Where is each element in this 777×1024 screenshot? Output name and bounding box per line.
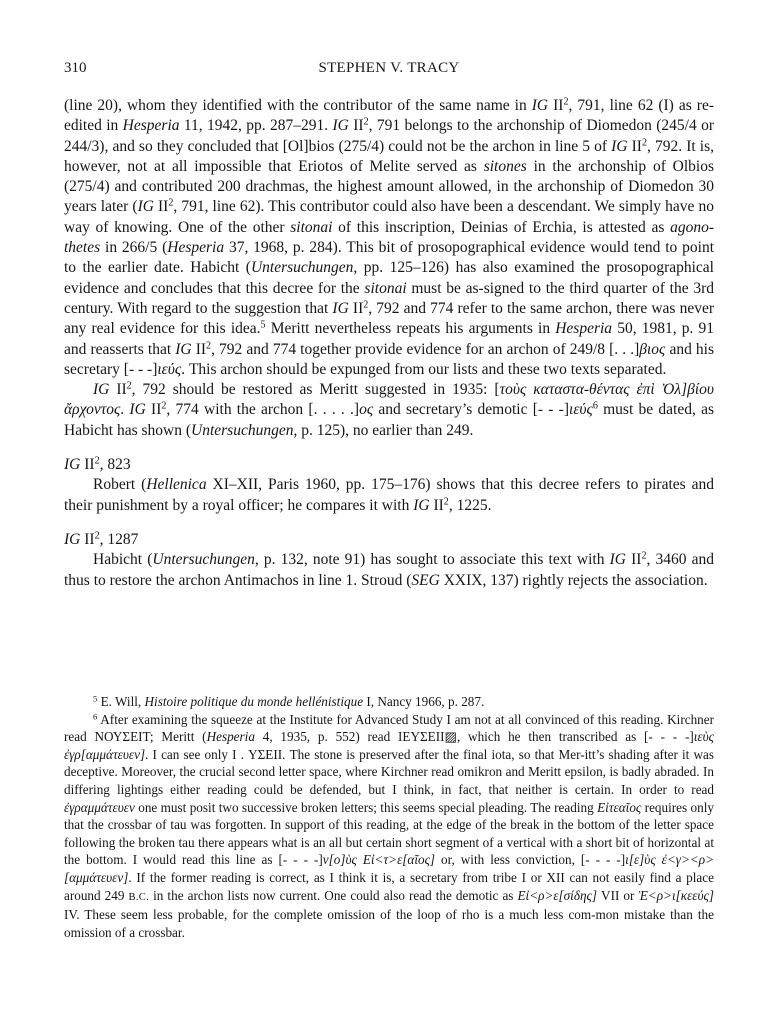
page-number: 310 xyxy=(64,60,87,76)
superscript: 2 xyxy=(126,380,132,392)
text-run: , 792 and 774 refer to the same archon, there was never any real evidence for this idea. xyxy=(64,299,715,338)
ig-ref: IG xyxy=(531,97,549,114)
text-run: , 1225. xyxy=(448,496,492,514)
text-run: After examining the squeeze at the Institute for Advanced Study I am not at all convinced of this reading. Kirchner read ΝΟΥΣΕΙΤ; Meritt ( xyxy=(64,711,714,745)
text-run xyxy=(655,381,662,398)
paragraph-2 xyxy=(64,380,714,441)
text-run: , p. 125), no earlier than 249. xyxy=(293,421,474,439)
ig-ref: IG xyxy=(64,530,81,548)
superscript: 2 xyxy=(363,116,369,128)
ig-ref: IG xyxy=(129,401,146,419)
text-run: of this inscription, Deinias of Erchia, is attested as xyxy=(332,218,671,236)
superscript: 2 xyxy=(94,455,100,467)
main-text xyxy=(64,96,714,591)
journal-title: Hesperia xyxy=(555,320,613,338)
ig-ref: IG xyxy=(332,299,349,317)
text-run: II xyxy=(429,496,444,514)
text-run: , 791 belongs to the archonship of Diomedon (245/4 or 244/3), and so they concluded that [Ol]bios (275/4) could not be the archon in line 5 of xyxy=(64,117,714,155)
text-run: II xyxy=(348,117,364,135)
text-run: , pp. 125–126) has also examined the prosopographical evidence and concludes that this decree for the xyxy=(64,259,714,297)
text-run: , 1287 xyxy=(99,530,139,548)
text-run: (line 20), whom they identified with the contributor of the same name in xyxy=(64,97,532,114)
ig-ref: IG xyxy=(64,456,81,474)
text-run: , 823 xyxy=(99,456,131,474)
text-run: I, Nancy 1966, p. 287. xyxy=(363,694,485,709)
footnote-marker[interactable]: 6 xyxy=(592,400,598,412)
term: agono-thetes xyxy=(64,218,714,257)
text-run: in the archon lists now current. One could also read the demotic as xyxy=(149,887,518,903)
text-run: , 774 with the archon [. . . . .] xyxy=(166,401,360,419)
text-run: must be as-signed to the third quarter of the 3rd century. With regard to the suggestion that xyxy=(64,279,714,317)
superscript: 2 xyxy=(641,137,647,149)
greek-text: Ἐ<ρ>ι[κεεύς] xyxy=(638,887,714,903)
ig-ref: IG xyxy=(93,381,110,399)
text-run: XXIX, 137) rightly rejects the association. xyxy=(439,571,708,589)
footnote-marker[interactable]: 5 xyxy=(260,319,266,331)
paragraph-1 xyxy=(64,96,714,380)
text-run: , 792 and 774 together provide evidence for an archon of 249/8 [. . .] xyxy=(211,340,640,358)
text-run: Robert ( xyxy=(93,476,147,494)
superscript: 2 xyxy=(161,400,167,412)
section-heading-1287 xyxy=(64,530,714,550)
text-run: Meritt nevertheless repeats his arguments in xyxy=(265,320,556,338)
greek-text: Εἰ<ρ>ε[σίδης] xyxy=(517,887,597,903)
term: sitonai xyxy=(290,218,333,236)
text-run: II xyxy=(109,381,127,399)
book-title: Histoire politique du monde hellénistique xyxy=(144,694,364,709)
journal-title: Hesperia xyxy=(122,117,180,135)
text-run: II xyxy=(80,456,95,474)
text-run: , p. 132, note 91) has sought to associate this text with xyxy=(254,551,610,569)
superscript: 2 xyxy=(641,550,647,562)
text-run: 37, 1968, p. 284). This bit of prosopographical evidence would tend to point to the earlier date. Habicht ( xyxy=(64,239,715,277)
ig-ref: IG xyxy=(332,117,349,135)
text-run: E. Will, xyxy=(97,694,145,709)
text-run: Habicht ( xyxy=(93,551,153,569)
ig-ref: IG xyxy=(413,496,430,514)
text-run: . This archon should be expunged from our lists and these two texts separated. xyxy=(181,360,667,378)
greek-text: ν[ο]ὺς Εἰ<τ>ε[αῖος] xyxy=(322,852,436,868)
ig-ref: IG xyxy=(137,198,154,216)
text-run: II xyxy=(348,299,364,317)
text-run: must be dated, as Habicht has shown ( xyxy=(64,401,714,439)
text-run: , 792 should be restored as Meritt suggested in 1935: [ xyxy=(131,381,500,399)
journal-title: SEG xyxy=(411,571,440,589)
text-run: 50, 1981, p. 91 and reasserts that xyxy=(64,320,714,358)
superscript: 2 xyxy=(363,299,369,311)
text-run: . I can see only I . ΥΣΕΙΙ. The stone is preserved after the final iota, so that Mer-itt’s shading after it was deceptive. Moreover, the crucial second letter space, where Kirchner read omikron and Meritt epsilon, is badly abraded. In differing lightings either reading could be defended, but I think, in fact, that neither is certain. In order to read xyxy=(64,746,714,797)
greek-text: ιεὺς ἐγρ[αμμάτευεν] xyxy=(64,729,714,762)
term: sitonai xyxy=(364,279,407,297)
text-run: VII or xyxy=(597,887,639,903)
book-title: Untersuchungen xyxy=(152,551,255,569)
era-abbreviation: B.C. xyxy=(128,891,150,903)
term: sitones xyxy=(483,157,527,175)
greek-text: βιος xyxy=(639,340,666,358)
footnote-6 xyxy=(64,711,714,942)
ig-ref: IG xyxy=(609,551,626,569)
ig-ref: IG xyxy=(611,137,628,155)
text-run: II xyxy=(548,97,564,114)
journal-title: Hesperia xyxy=(167,239,225,257)
running-head: STEPHEN V. TRACY xyxy=(318,60,460,76)
greek-text: ἐγραμμάτευεν xyxy=(64,799,135,815)
text-run: in the archonship of Olbios (275/4) and contributed 200 drachmas, the highest amount allowed, in the archonship of Diomedon 30 years later ( xyxy=(64,157,714,216)
text-run: , 792. It is, however, not at all impossible that Eriotos of Melite served as xyxy=(64,137,715,175)
text-run: . xyxy=(120,401,130,419)
text-run: II xyxy=(625,551,642,569)
text-run: XI–XII, Paris 1960, pp. 175–176) shows that this decree refers to pirates and their punishment by a royal officer; he compares it with xyxy=(64,476,714,514)
text-run: or, with less conviction, [- - - -] xyxy=(435,852,626,868)
greek-text: ιεύς xyxy=(157,360,182,378)
text-run: II xyxy=(153,198,169,216)
text-run: II xyxy=(191,340,207,358)
superscript: 2 xyxy=(168,197,174,209)
superscript: 2 xyxy=(206,340,212,352)
footnote-number: 6 xyxy=(93,710,98,721)
book-title: Untersuchungen xyxy=(191,421,294,439)
book-title: Untersuchungen xyxy=(250,259,354,277)
paragraph-3 xyxy=(64,475,714,516)
greek-text: Ὀλ]βίου ἄρχοντος xyxy=(64,381,715,419)
superscript: 2 xyxy=(443,496,449,508)
text-run: in 266/5 ( xyxy=(100,239,168,257)
text-run: requires only that the crossbar of tau was forgotten. In support of this reading, at the edge of the break in the bottom of the letter space following the broken tau there appears what is an all but certain short segment of a vertical with a short bit of horizontal at the bottom. I would read this line as [- - - -] xyxy=(64,799,714,868)
text-run: , 791, line 62 (I) as re-edited in xyxy=(64,97,714,135)
greek-text: τοὺς καταστα-θέντας ἐπὶ xyxy=(499,381,655,399)
text-run: . If the former reading is correct, as I think it is, a secretary from tribe I or XII can not easily find a place around 249 xyxy=(64,869,714,903)
text-run: , 3460 and thus to restore the archon Antimachos in line 1. Stroud ( xyxy=(64,551,715,589)
text-run: , 791, line 62). This contributor could also have been a descendant. We simply have no way of knowing. One of the other xyxy=(64,198,714,236)
text-run: II xyxy=(80,530,95,548)
text-run: II xyxy=(627,137,642,155)
text-run: II xyxy=(145,401,162,419)
text-run: 11, 1942, pp. 287–291. xyxy=(179,117,333,135)
footnote-5 xyxy=(64,693,714,711)
greek-text: ιεύς xyxy=(569,401,593,419)
superscript: 2 xyxy=(94,530,100,542)
text-run: IV. These seem less probable, for the complete omission of the loop of rho is a much less com-mon mistake than the omission of a crossbar. xyxy=(64,907,714,940)
paragraph-4 xyxy=(64,550,714,591)
journal-title: Hesperia xyxy=(206,729,255,745)
book-title: Hellenica xyxy=(146,476,207,494)
text-run: and his secretary [- - -] xyxy=(64,340,714,378)
greek-text: ι[ε]ὺς ἐ<γ><ρ>[αμμάτευεν] xyxy=(64,852,714,885)
footnote-number: 5 xyxy=(93,693,98,704)
greek-text: Εἰτεαῖος xyxy=(597,799,642,815)
page-header xyxy=(64,60,714,82)
text-run: and secretary’s demotic [- - -] xyxy=(373,401,570,419)
superscript: 2 xyxy=(563,96,569,108)
greek-text: ος xyxy=(359,401,374,419)
text-run: 4, 1935, p. 552) read ΙΕΥΣΕΙΙ▨, which he then transcribed as [- - - -] xyxy=(254,729,694,745)
ig-ref: IG xyxy=(175,340,192,358)
footnotes xyxy=(64,693,714,941)
text-run: one must posit two successive broken letters; this seems special pleading. The reading xyxy=(134,799,598,815)
section-heading-823 xyxy=(64,455,714,475)
